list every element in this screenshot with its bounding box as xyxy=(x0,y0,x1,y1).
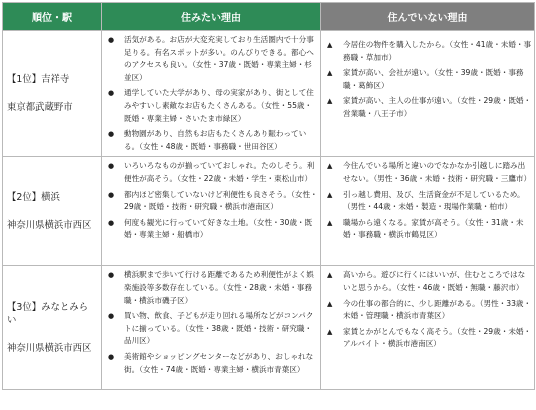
list-item xyxy=(105,269,318,307)
list-item xyxy=(105,128,318,153)
bullet-triangle-icon: ▲ xyxy=(327,69,333,78)
list-item xyxy=(105,217,318,242)
reason-text: 横浜駅まで歩いて行ける距離であるため利便性がよく娯楽施設等多数存在している。（女性・28歳・未婚・事務職・横浜市磯子区） xyxy=(124,270,314,305)
header-station: 順位・駅 xyxy=(3,3,102,31)
bullet-circle-icon: ● xyxy=(108,190,115,199)
reason-text: 美術館やショッピングセンターなどがあり、おしゃれな街。（女性・74歳・既婚・専業主婦・横浜市青葉区） xyxy=(124,351,314,374)
want-reasons-cell xyxy=(102,157,321,266)
bullet-triangle-icon: ▲ xyxy=(327,162,333,171)
reason-text: 家賃が高い、主人の仕事が遠い。（女性・29歳・既婚・営業職・八王子市） xyxy=(343,96,532,118)
bullet-triangle-icon: ▲ xyxy=(327,271,333,280)
table-row xyxy=(3,157,535,266)
city-label: 東京都武蔵野市 xyxy=(7,102,73,114)
rank-label: 【3位】みなとみらい xyxy=(7,301,88,326)
list-item xyxy=(324,189,532,214)
station-cell xyxy=(3,157,102,266)
list-item xyxy=(324,67,532,92)
list-item xyxy=(105,189,318,214)
station-cell xyxy=(3,266,102,390)
survey-table xyxy=(2,2,535,390)
reason-text: 高いから。遊びに行くにはいいが、住むところではないと思うから。（女性・46歳・既婚・無職・藤沢市） xyxy=(343,270,526,292)
reason-text: 職場から遠くなる。家賃が高そう。（女性・31歳・未婚・事務職・横浜市鶴見区） xyxy=(343,217,524,240)
bullet-triangle-icon: ▲ xyxy=(327,97,333,106)
list-item xyxy=(324,326,532,351)
rank-label: 【1位】吉祥寺 xyxy=(7,74,70,86)
reason-text: 家賃とかがとんでもなく高そう。（女性・29歳・未婚・アルバイト・横浜市港南区） xyxy=(343,326,532,349)
reason-text: 家賃が高い、会社が遠い。（女性・39歳・既婚・事務職・葛飾区） xyxy=(343,68,524,90)
list-item xyxy=(324,269,532,294)
table-row xyxy=(3,266,535,390)
header-want-reasons: 住みたい理由 xyxy=(102,3,321,31)
reason-text: 買い物、飲食、子どもが走り回れる場所などがコンパクトに揃っている。（女性・38歳・既婚・技術・研究職・品川区） xyxy=(124,311,314,346)
list-item xyxy=(324,39,532,64)
reason-text: 活気がある。お店が大変充実しており生活圏内で十分事足りる。有名スポットが多い。のんびりできる。都心へのアクセスも良い。（女性・37歳・既婚・専業主婦・杉並区） xyxy=(124,35,314,82)
want-reasons-cell xyxy=(102,266,321,390)
not-living-reasons-cell xyxy=(321,266,535,390)
bullet-circle-icon: ● xyxy=(108,130,115,139)
bullet-circle-icon: ● xyxy=(108,312,115,321)
table-row xyxy=(3,31,535,157)
reason-text: 動物園があり、自然もお店もたくさんあり賑わっている。（女性・48歳・既婚・事務職・世田谷区） xyxy=(124,129,307,151)
bullet-triangle-icon: ▲ xyxy=(327,190,333,199)
bullet-triangle-icon: ▲ xyxy=(327,41,333,49)
not-living-reasons-cell xyxy=(321,157,535,266)
city-label: 神奈川県横浜市西区 xyxy=(7,219,92,231)
list-item xyxy=(105,34,318,84)
bullet-triangle-icon: ▲ xyxy=(327,218,333,227)
reason-text: 通学していた大学があり、母の実家があり、街として住みやすいし素敵なお店もたくさんある。（女性・55歳・既婚・専業主婦・さいたま市緑区） xyxy=(124,88,314,123)
list-item xyxy=(324,217,532,242)
reason-text: 今居住の物件を購入したから。（女性・41歳・未婚・事務職・草加市） xyxy=(343,40,532,62)
reason-text: 今の仕事の都合的に、少し距離がある。（男性・33歳・未婚・管理職・横浜市青葉区） xyxy=(343,298,532,321)
reason-text: 都内ほど密集していないけど利便性も良さそう。（女性・29歳・既婚・技術・研究職・横浜市港南区） xyxy=(124,189,318,212)
list-item xyxy=(324,160,532,185)
bullet-circle-icon: ● xyxy=(108,218,115,227)
bullet-triangle-icon: ▲ xyxy=(327,299,333,308)
not-living-reasons-cell xyxy=(321,31,535,157)
list-item xyxy=(324,298,532,323)
bullet-circle-icon: ● xyxy=(108,352,115,361)
reason-text: 引っ越し費用、及び、生活資金が不足しているため。（男性・44歳・未婚・製造・現場作業職・柏市） xyxy=(343,189,525,212)
station-cell xyxy=(3,31,102,157)
list-item xyxy=(105,310,318,348)
bullet-triangle-icon: ▲ xyxy=(327,327,333,336)
list-item xyxy=(105,351,318,376)
header-not-living-reasons: 住んでいない理由 xyxy=(321,3,535,31)
list-item xyxy=(105,87,318,125)
reason-text: 何度も観光に行っていて好きな土地。（女性・30歳・既婚・専業主婦・船橋市） xyxy=(124,217,313,240)
city-label: 神奈川県横浜市西区 xyxy=(7,342,92,354)
bullet-circle-icon: ● xyxy=(108,89,115,98)
want-reasons-cell xyxy=(102,31,321,157)
bullet-circle-icon: ● xyxy=(108,271,115,280)
reason-text: いろいろなものが揃っていておしゃれ。たのしそう。利便性が高そう。（女性・22歳・未婚・学生・東松山市） xyxy=(124,161,315,183)
bullet-circle-icon: ● xyxy=(108,162,115,171)
rank-label: 【2位】横浜 xyxy=(7,191,60,203)
header-row xyxy=(3,3,535,31)
bullet-circle-icon: ● xyxy=(108,36,115,44)
list-item xyxy=(105,160,318,185)
list-item xyxy=(324,95,532,120)
reason-text: 今住んでいる場所と違いのでなかなか引越しに踏み出せない。（男性・36歳・未婚・技術・研究職・三鷹市） xyxy=(343,161,532,183)
